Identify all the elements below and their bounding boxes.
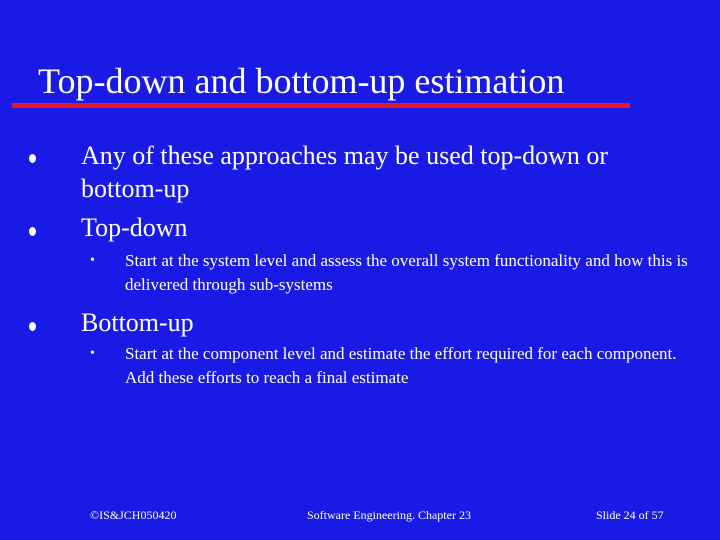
- bullet-dot-icon: [29, 322, 36, 331]
- bullet-text: Any of these approaches may be used top-down or bottom-up: [81, 141, 609, 203]
- footer-copyright: ©IS&JCH050420: [90, 508, 177, 522]
- footer-course: Software Engineering. Chapter 23: [307, 508, 471, 522]
- sub-bullet-icon: •: [90, 346, 95, 361]
- sub-bullet-text: Start at the system level and assess the overall system functionality and how this is delivered through sub-systems: [125, 251, 688, 294]
- title-underline: [12, 103, 630, 108]
- slide-title: Top-down and bottom-up estimation: [38, 61, 565, 101]
- bullet-dot-icon: [29, 154, 36, 163]
- bullet-text: Bottom-up: [81, 308, 194, 337]
- footer-slide-number: Slide 24 of 57: [596, 508, 664, 522]
- bullet-dot-icon: [29, 227, 36, 236]
- sub-bullet-text: Start at the component level and estimate the effort required for each component. Add these efforts to reach a final estimate: [125, 344, 677, 387]
- sub-bullet-icon: •: [90, 253, 95, 268]
- bullet-text: Top-down: [81, 213, 188, 242]
